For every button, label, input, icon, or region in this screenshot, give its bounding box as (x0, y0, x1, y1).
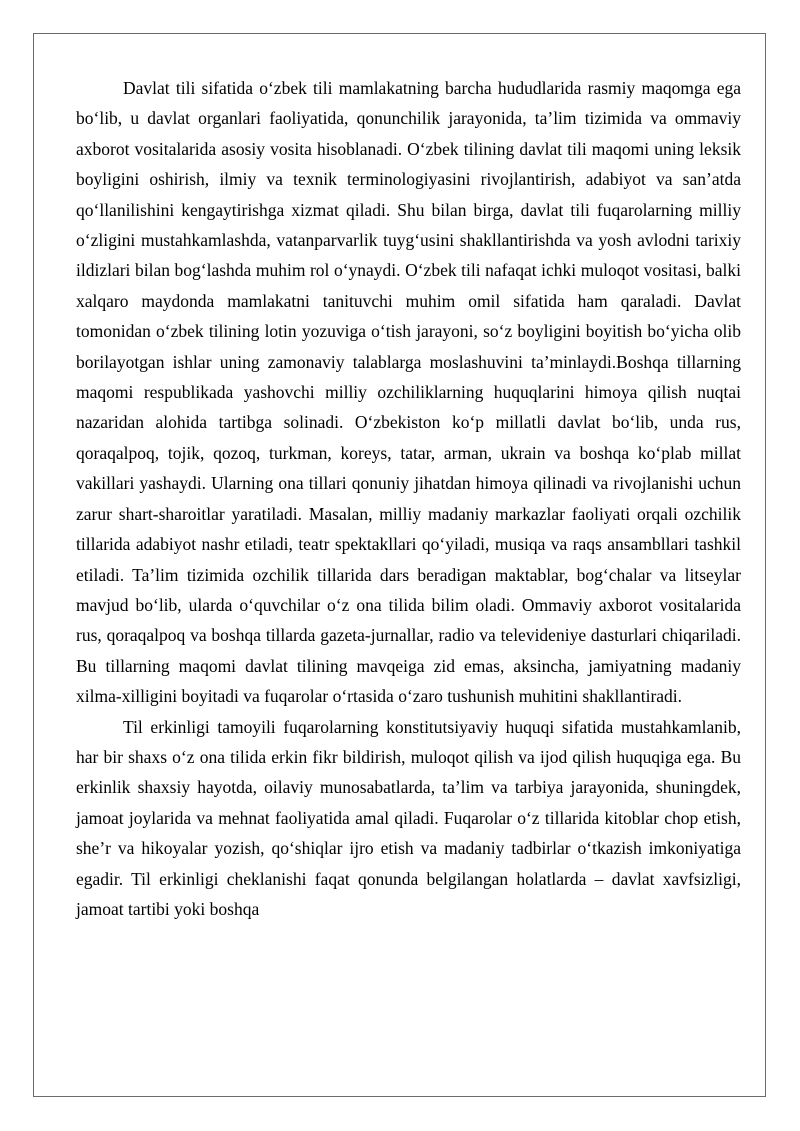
document-body (76, 73, 741, 924)
paragraph: Davlat tili sifatida o‘zbek tili mamlakatning barcha hududlarida rasmiy maqomga ega bo‘lib, u davlat organlari faoliyatida, qonunchilik jarayonida, ta’lim tizimida va ommaviy axborot vositalarida asosiy vosita hisoblanadi. O‘zbek tilining davlat tili maqomi uning leksik boyligini oshirish, ilmiy va texnik terminologiyasini rivojlantirish, adabiyot va san’atda qo‘llanilishini kengaytirishga xizmat qiladi. Shu bilan birga, davlat tili fuqarolarning milliy o‘zligini mustahkamlashda, vatanparvarlik tuyg‘usini shakllantirishda va yosh avlodni tarixiy ildizlari bilan bog‘lashda muhim rol o‘ynaydi. O‘zbek tili nafaqat ichki muloqot vositasi, balki xalqaro maydonda mamlakatni tanituvchi muhim omil sifatida ham qaraladi. Davlat tomonidan o‘zbek tilining lotin yozuviga o‘tish jarayoni, so‘z boyligini boyitish bo‘yicha olib borilayotgan ishlar uning zamonaviy talablarga moslashuvini ta’minlaydi.Boshqa tillarning maqomi respublikada yashovchi milliy ozchiliklarning huquqlarini himoya qilish nuqtai nazaridan alohida tartibga solinadi. O‘zbekiston ko‘p millatli davlat bo‘lib, unda rus, qoraqalpoq, tojik, qozoq, turkman, koreys, tatar, arman, ukrain va boshqa ko‘plab millat vakillari yashaydi. Ularning ona tillari qonuniy jihatdan himoya qilinadi va rivojlanishi uchun zarur shart-sharoitlar yaratiladi. Masalan, milliy madaniy markazlar faoliyati orqali ozchilik tillarida adabiyot nashr etiladi, teatr spektakllari qo‘yiladi, musiqa va raqs ansambllari tashkil etiladi. Ta’lim tizimida ozchilik tillarida dars beradigan maktablar, bog‘chalar va litseylar mavjud bo‘lib, ularda o‘quvchilar o‘z ona tilida bilim oladi. Ommaviy axborot vositalarida rus, qoraqalpoq va boshqa tillarda gazeta-jurnallar, radio va televideniye dasturlari chiqariladi. Bu tillarning maqomi davlat tilining mavqeiga zid emas, aksincha, jamiyatning madaniy xilma-xilligini boyitadi va fuqarolar o‘rtasida o‘zaro tushunish muhitini shakllantiradi. (76, 78, 741, 707)
paragraph: Til erkinligi tamoyili fuqarolarning konstitutsiyaviy huquqi sifatida mustahkamlanib, har bir shaxs o‘z ona tilida erkin fikr bildirish, muloqot qilish va ijod qilish huquqiga ega. Bu erkinlik shaxsiy hayotda, oilaviy munosabatlarda, ta’lim va tarbiya jarayonida, shuningdek, jamoat joylarida va mehnat faoliyatida amal qiladi. Fuqarolar o‘z tillarida kitoblar chop etish, she’r va hikoyalar yozish, qo‘shiqlar ijro etish va madaniy tadbirlar o‘tkazish imkoniyatiga egadir. Til erkinligi cheklanishi faqat qonunda belgilangan holatlarda – davlat xavfsizligi, jamoat tartibi yoki boshqa (76, 716, 741, 919)
